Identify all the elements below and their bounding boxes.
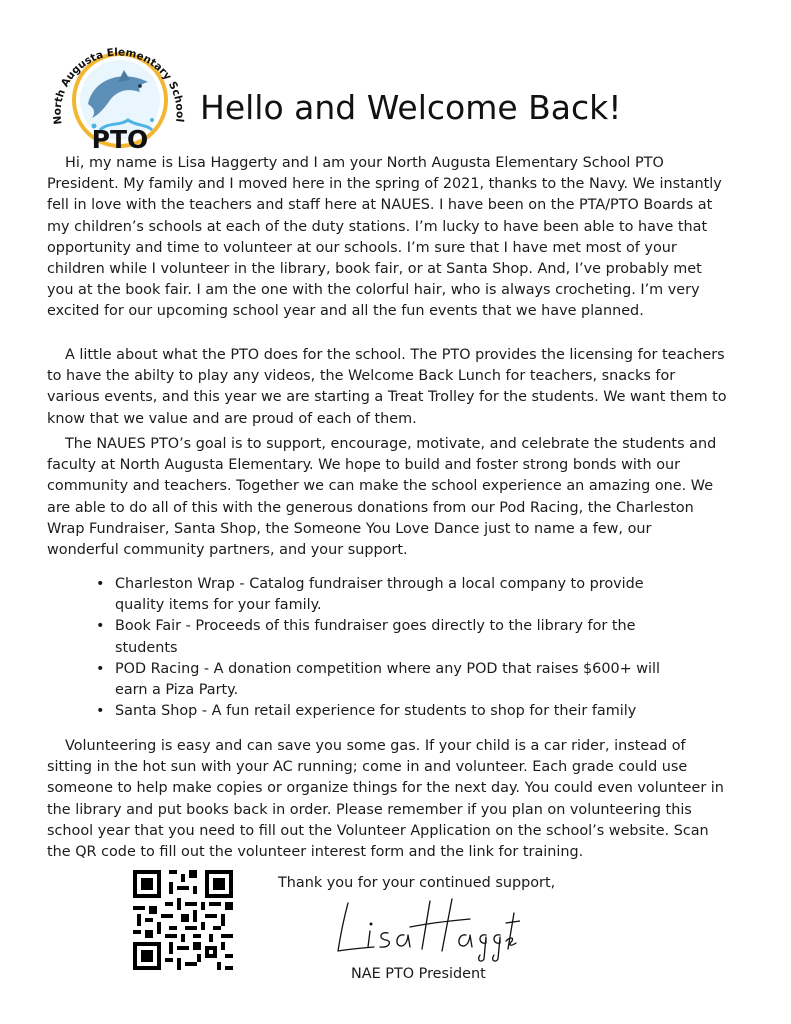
paragraph-text: A little about what the PTO does for the school. The PTO provides the licensing for teachers to have the abilty to play any videos, the Welcome Back Lunch for teachers, snacks for various events, and this year we are starting a Treat Trolley for the students. We want them to know that we value and are proud of each of them. (47, 347, 727, 427)
paragraph-text: Hi, my name is Lisa Haggerty and I am your North Augusta Elementary School PTO President. My family and I moved here in the spring of 2021, thanks to the Navy. We instantly fell in love with the teachers and staff here at NAUES. I have been on the PTA/PTO Boards at my children’s schools at each of the duty stations. I’m lucky to have been able to have that opportunity and time to volunteer at our schools. I’m sure that I have met most of your children while I volunteer in the library, book fair, or at Santa Shop. And, I’ve probably met you at the book fair. I am the one with the colorful hair, who is always crocheting. I’m very excited for our upcoming school year and all the fun events that we have planned. (47, 155, 722, 320)
volunteer-paragraph (47, 736, 727, 863)
logo-label: PTO (91, 125, 149, 154)
fundraiser-list (96, 574, 696, 722)
list-item: • Book Fair - Proceeds of this fundraiser goes directly to the library for the students (96, 616, 696, 658)
closing-thanks: Thank you for your continued support, (278, 875, 556, 891)
list-item: • Charleston Wrap - Catalog fundraiser through a local company to provide quality items for your family. (96, 574, 696, 616)
list-item: • Santa Shop - A fun retail experience for students to shop for their family (96, 701, 696, 722)
page-title: Hello and Welcome Back! (200, 88, 622, 127)
pto-goal-paragraph (47, 434, 727, 561)
intro-paragraph (47, 153, 727, 323)
pto-role-paragraph (47, 345, 727, 430)
paragraph-text: Volunteering is easy and can save you some gas. If your child is a car rider, instead of sitting in the hot sun with your AC running; come in and volunteer. Each grade could use someone to help make copies or organize things for the next day. You could even volunteer in the library and put books back in order. Please remember if you plan on volunteering this school year that you need to fill out the Volunteer Application on the school’s website. Scan the QR code to fill out the volunteer interest form and the link for training. (47, 738, 724, 861)
signature (330, 893, 520, 963)
qr-code-icon[interactable] (133, 870, 233, 970)
logo-arc-text: North Augusta Elementary School (51, 46, 186, 126)
pto-logo (48, 34, 188, 158)
paragraph-text: The NAUES PTO’s goal is to support, encourage, motivate, and celebrate the students and faculty at North Augusta Elementary. We hope to build and foster strong bonds with our community and teachers. Together we can make the school experience an amazing one. We are able to do all of this with the generous donations from our Pod Racing, the Charleston Wrap Fundraiser, Santa Shop, the Someone You Love Dance just to name a few, our wonderful community partners, and your support. (47, 436, 717, 559)
list-item: • POD Racing - A donation competition where any POD that raises $600+ will earn a Piza Party. (96, 659, 696, 701)
signature-title: NAE PTO President (351, 966, 486, 982)
